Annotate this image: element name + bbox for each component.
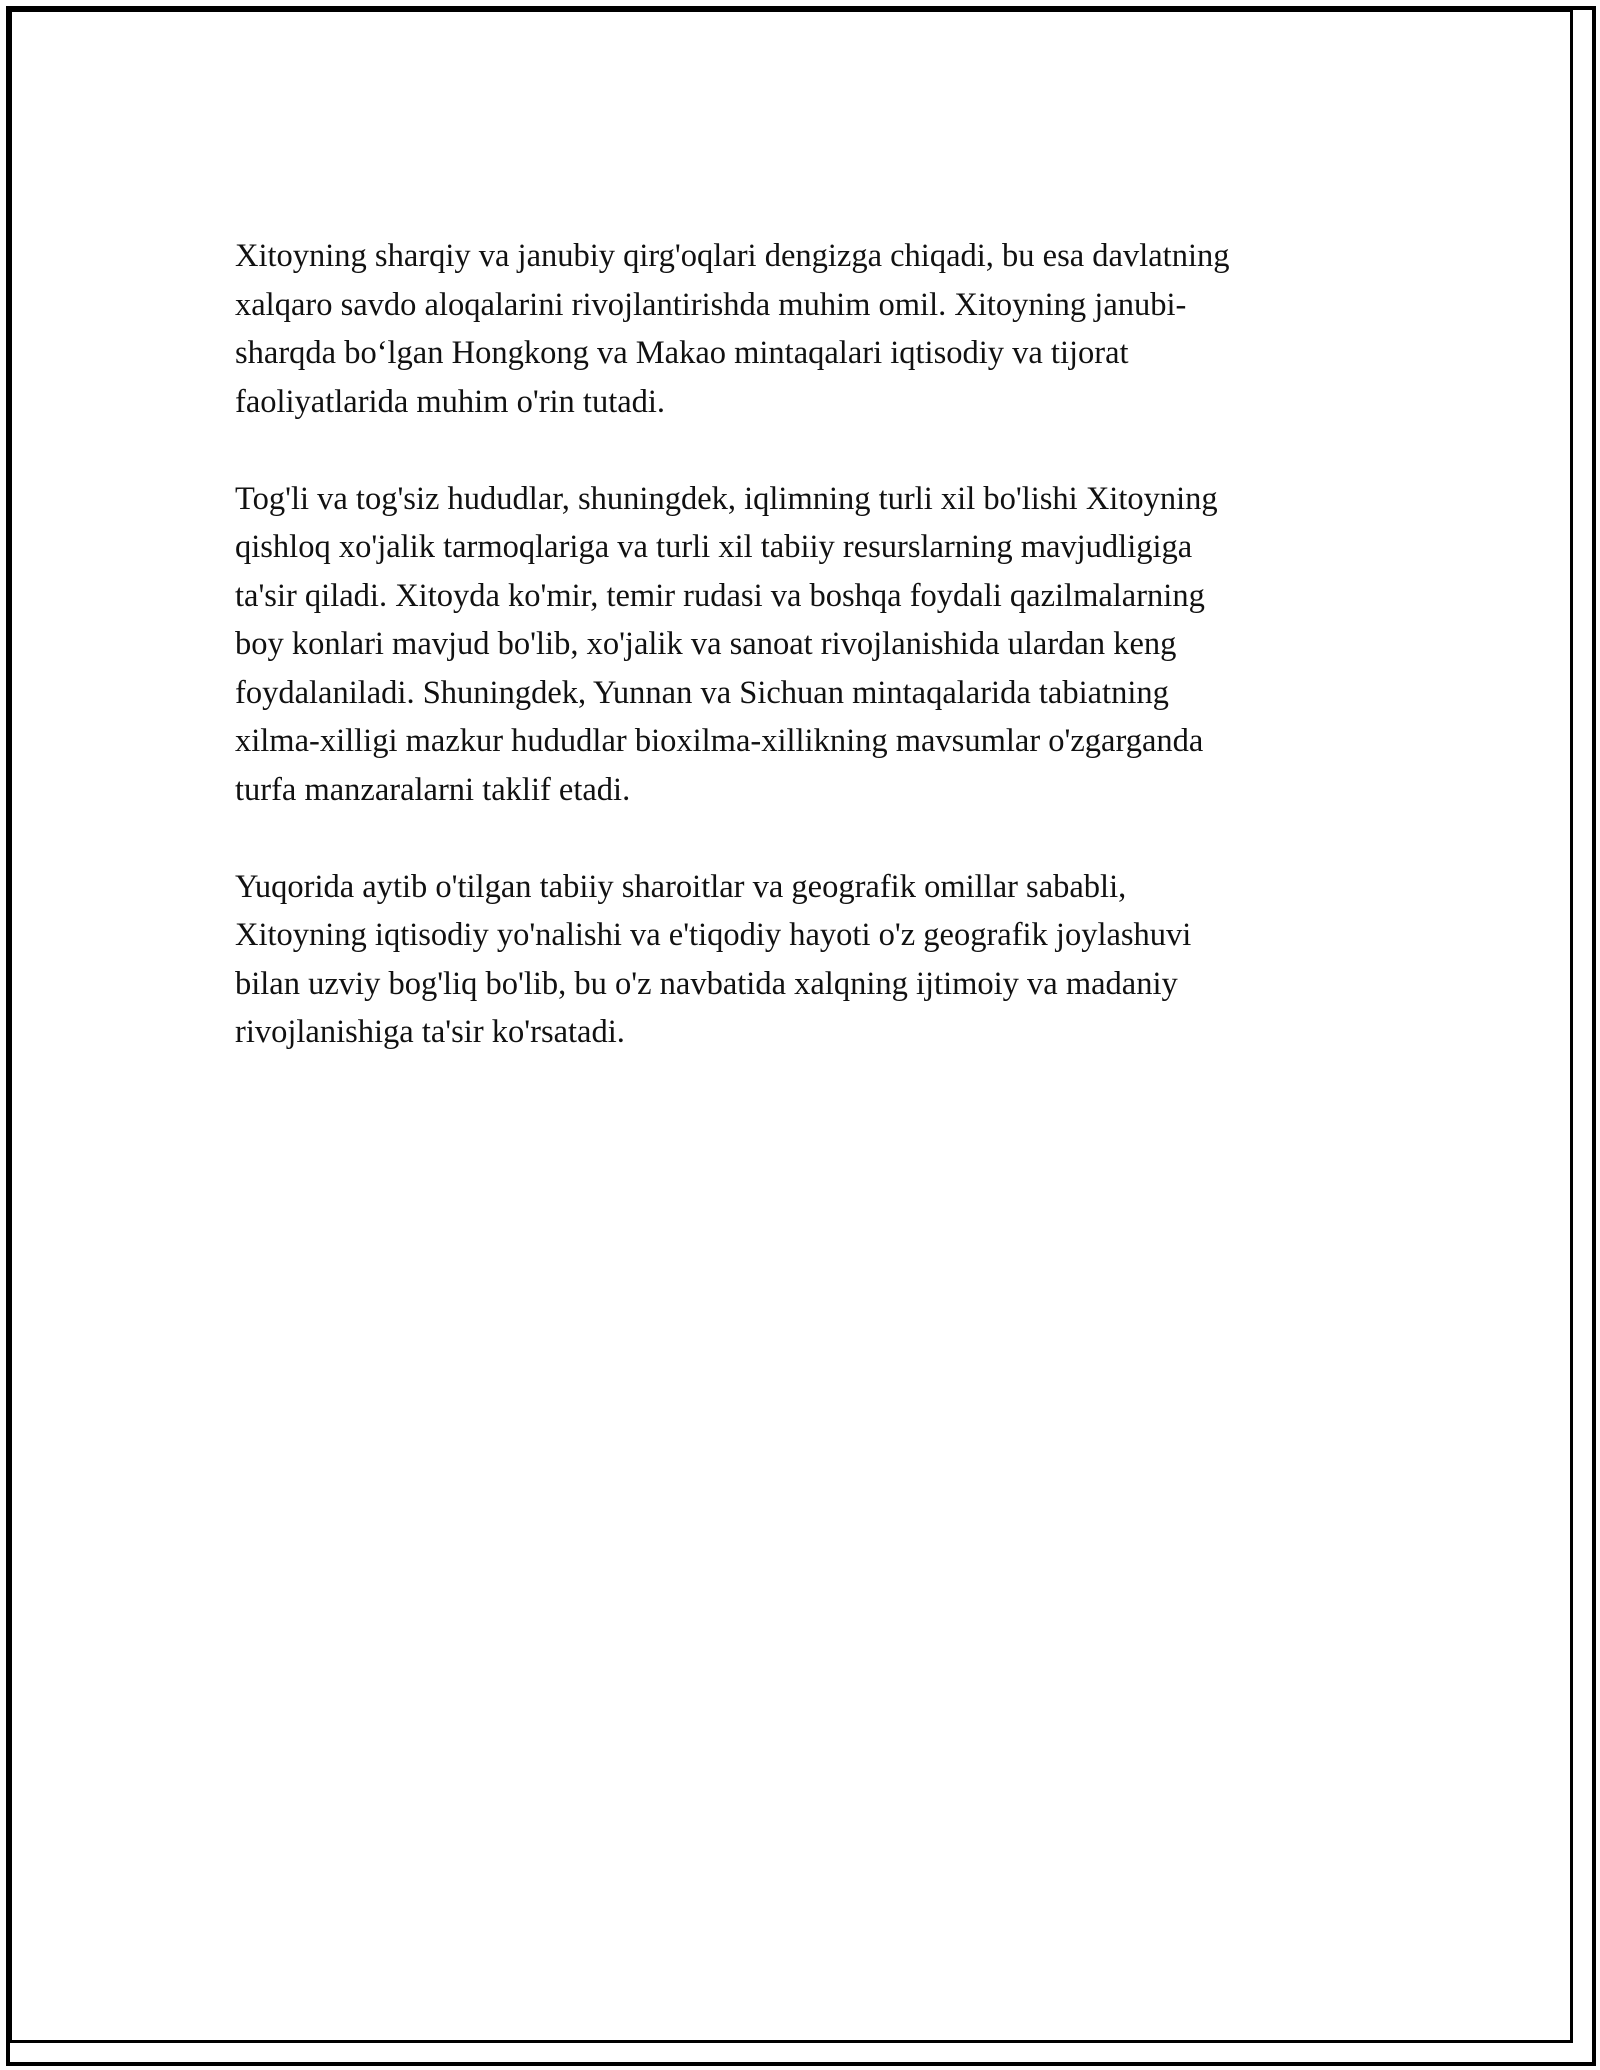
text-line: turfa manzaralarni taklif etadi.: [235, 771, 631, 808]
text-line: Tog'li va tog'siz hududlar, shuningdek, iqlimning turli xil bo'lishi Xitoyning: [235, 480, 1218, 517]
text-line: sharqda bo‘lgan Hongkong va Makao mintaqalari iqtisodiy va tijorat: [235, 335, 1129, 371]
text-line: Xitoyning iqtisodiy yo'nalishi va e'tiqodiy hayoti o'z geografik joylashuvi: [235, 917, 1192, 953]
text-line: faoliyatlarida muhim o'rin tutadi.: [235, 383, 666, 420]
text-line: rivojlanishiga ta'sir ko'rsatadi.: [235, 1014, 625, 1050]
text-line: Xitoyning sharqiy va janubiy qirg'oqlari dengizga chiqadi, bu esa davlatning: [235, 238, 1230, 274]
text-line: foydalaniladi. Shuningdek, Yunnan va Sichuan mintaqalarida tabiatning: [235, 674, 1169, 711]
text-line: xalqaro savdo aloqalarini rivojlantirishda muhim omil. Xitoyning janubi-: [235, 286, 1187, 323]
paragraph-1: [235, 232, 1375, 426]
text-line: Yuqorida aytib o'tilgan tabiiy sharoitlar va geografik omillar sababli,: [235, 868, 1127, 905]
text-line: bilan uzviy bog'liq bo'lib, bu o'z navbatida xalqning ijtimoiy va madaniy: [235, 965, 1178, 1002]
paragraph-2: [235, 475, 1375, 815]
document-body: [235, 232, 1375, 1105]
text-line: boy konlari mavjud bo'lib, xo'jalik va sanoat rivojlanishida ulardan keng: [235, 626, 1177, 662]
text-line: ta'sir qiladi. Xitoyda ko'mir, temir rudasi va boshqa foydali qazilmalarning: [235, 577, 1205, 614]
paragraph-3: [235, 863, 1375, 1057]
text-line: qishloq xo'jalik tarmoqlariga va turli xil tabiiy resurslarning mavjudligiga: [235, 529, 1193, 565]
text-line: xilma-xilligi mazkur hududlar bioxilma-xillikning mavsumlar o'zgarganda: [235, 723, 1204, 759]
